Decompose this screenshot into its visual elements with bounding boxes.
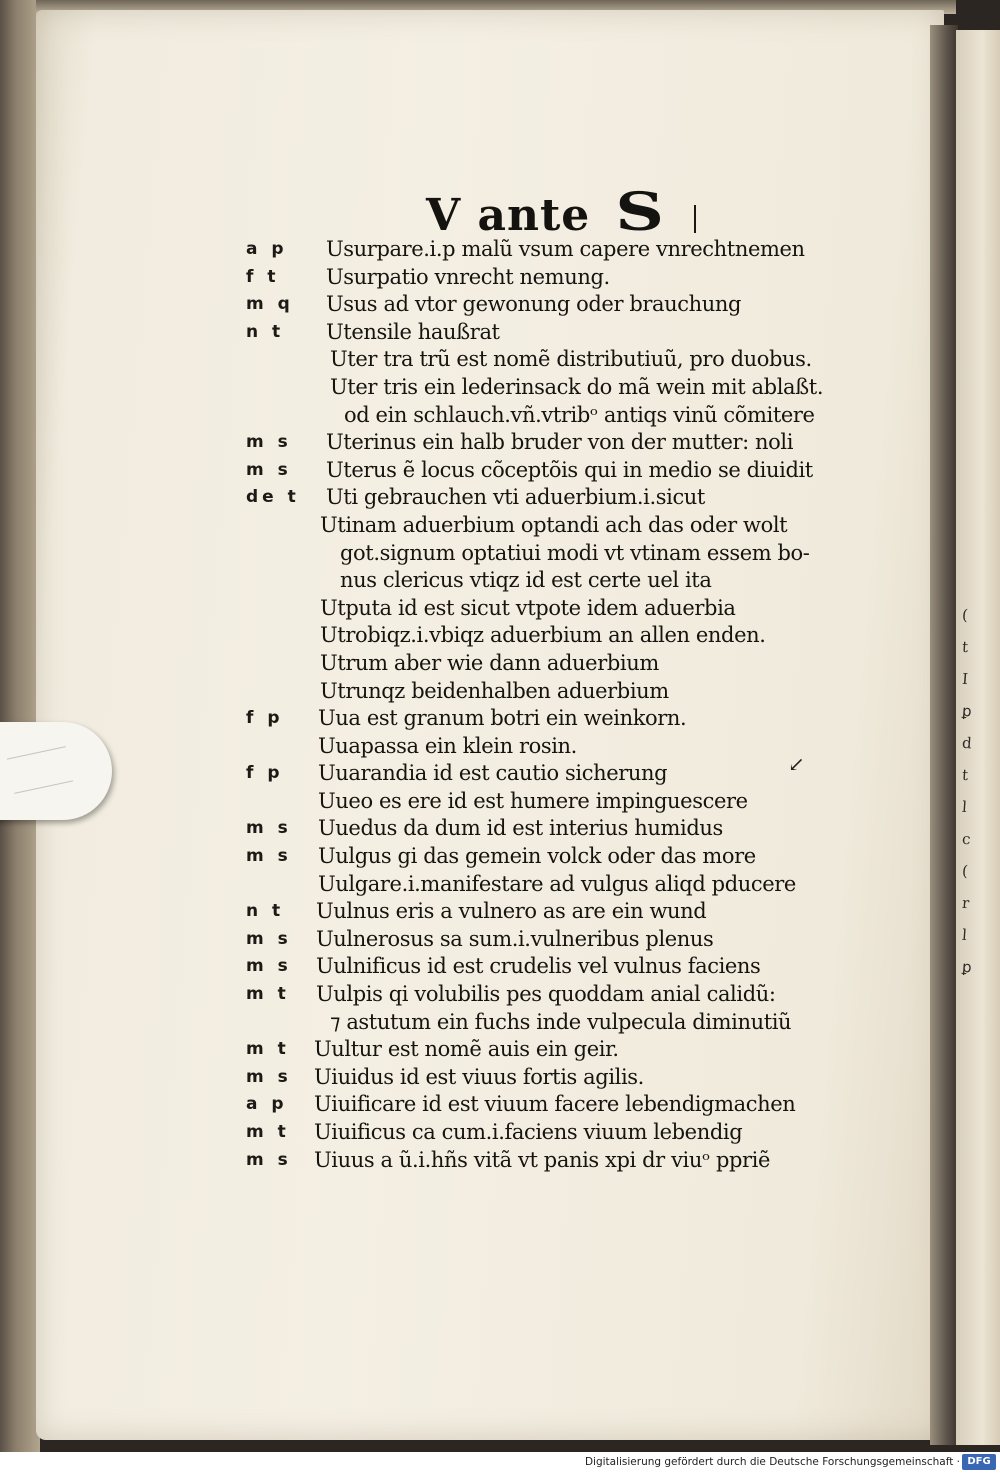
entry-text: Uuarandia id est cautio sicherung xyxy=(318,761,668,786)
entry-grammar-code: m t xyxy=(246,984,290,1005)
entry-row xyxy=(0,981,900,1009)
entry-row xyxy=(0,264,900,292)
entry-grammar-code: m t xyxy=(246,1039,290,1060)
entry-grammar-code: m s xyxy=(246,956,292,977)
entry-text: Usus ad vtor gewonung oder brauchung xyxy=(326,292,742,317)
entry-row xyxy=(0,953,900,981)
heading-letter: V xyxy=(426,190,462,241)
entry-row xyxy=(0,319,900,347)
entry-text: Utrunqz beidenhalben aduerbium xyxy=(320,678,669,703)
entry-text: got.signum optatiui modi vt vtinam essem bo- xyxy=(340,540,810,565)
entry-text: Uultur est nomẽ auis ein geir. xyxy=(314,1037,619,1062)
book-gutter xyxy=(930,25,958,1445)
entry-row xyxy=(0,540,900,568)
entry-row xyxy=(0,457,900,485)
entry-text: Uua est granum botri ein weinkorn. xyxy=(318,706,687,731)
entry-grammar-code: de t xyxy=(246,487,300,508)
facing-page-glyph: ꝑ xyxy=(961,957,973,977)
entry-row xyxy=(0,374,900,402)
entry-row xyxy=(0,760,900,788)
heading-big-letter: S xyxy=(614,182,665,243)
entry-text: Uulnerosus sa sum.i.vulneribus plenus xyxy=(316,926,714,951)
facing-page-glyph: r xyxy=(961,893,970,913)
entry-grammar-code: f p xyxy=(246,708,284,729)
entry-row xyxy=(0,705,900,733)
entry-text: Uiuidus id est viuus fortis agilis. xyxy=(314,1064,644,1089)
heading-rule xyxy=(694,205,696,233)
entry-grammar-code: m s xyxy=(246,459,292,480)
entry-row xyxy=(0,650,900,678)
facing-page-glyph: ( xyxy=(961,861,969,881)
entry-grammar-code: n t xyxy=(246,321,285,342)
entry-row xyxy=(0,595,900,623)
entry-text: Uulnus eris a vulnero as are ein wund xyxy=(316,899,707,924)
entry-grammar-code: f t xyxy=(246,266,280,287)
entry-text: od ein schlauch.vñ.vtribᵒ antiqs vinũ cõmitere xyxy=(344,402,815,427)
entry-row xyxy=(0,567,900,595)
margin-annotation: ↙ xyxy=(788,752,805,776)
entry-row xyxy=(0,926,900,954)
entry-text: Uulgus gi das gemein volck oder das more xyxy=(318,844,756,869)
entry-text: Uulnificus id est crudelis vel vulnus faciens xyxy=(316,954,761,979)
entry-grammar-code: f p xyxy=(246,763,284,784)
entry-text: Uti gebrauchen vti aduerbium.i.sicut xyxy=(326,485,705,510)
entry-row xyxy=(0,898,900,926)
dfg-logo: DFG xyxy=(962,1454,996,1470)
entry-row xyxy=(0,346,900,374)
entry-grammar-code: m s xyxy=(246,432,292,453)
entry-row xyxy=(0,236,900,264)
facing-page-glyph: t xyxy=(961,637,969,657)
entry-text: Uterinus ein halb bruder von der mutter: noli xyxy=(326,430,794,455)
entry-row xyxy=(0,788,900,816)
entry-row xyxy=(0,1119,900,1147)
facing-page-glyph: ꝑ xyxy=(961,701,973,721)
facing-page-glyph: t xyxy=(961,765,969,785)
entry-row xyxy=(0,733,900,761)
entry-row xyxy=(0,1064,900,1092)
entry-grammar-code: a p xyxy=(246,239,288,259)
facing-page-glyph: l xyxy=(961,925,968,945)
entry-row xyxy=(0,843,900,871)
entry-row xyxy=(0,871,900,899)
entry-row xyxy=(0,815,900,843)
entry-grammar-code: m q xyxy=(246,294,294,315)
entry-text: Uter tris ein lederinsack do mã wein mit ablaßt. xyxy=(330,374,824,399)
facing-page-glyph: d xyxy=(961,733,973,753)
entry-text: Uiuificare id est viuum facere lebendigmachen xyxy=(314,1092,796,1117)
entry-text: Uiuificus ca cum.i.faciens viuum lebendig xyxy=(314,1120,743,1144)
entry-text: Uulpis qi volubilis pes quoddam anial calidũ: xyxy=(316,982,776,1007)
entry-row xyxy=(0,402,900,430)
facing-page-glyph: l xyxy=(961,797,968,817)
entry-grammar-code: m s xyxy=(246,1149,292,1170)
entry-grammar-code: m s xyxy=(246,928,292,949)
entry-row xyxy=(0,678,900,706)
entry-row xyxy=(0,622,900,650)
heading-ante: ante xyxy=(477,190,591,241)
entry-grammar-code: m s xyxy=(246,846,292,867)
entry-grammar-code: m s xyxy=(246,1066,292,1087)
entry-row xyxy=(0,1147,900,1175)
entry-row xyxy=(0,1036,900,1064)
entry-row xyxy=(0,429,900,457)
entry-text: Usurpare.i.p malũ vsum capere vnrechtnemen xyxy=(326,237,805,261)
footer-credit: Digitalisierung gefördert durch die Deutsche Forschungsgemeinschaft · xyxy=(584,1456,960,1468)
entry-text: Uuedus da dum id est interius humidus xyxy=(318,816,723,841)
entry-text: Uter tra trũ est nomẽ distributiuũ, pro duobus. xyxy=(330,347,812,372)
entry-row xyxy=(0,1091,900,1119)
entry-text: Utinam aduerbium optandi ach das oder wolt xyxy=(320,512,788,537)
entry-text: Uterus ẽ locus cõceptõis qui in medio se diuidit xyxy=(326,457,813,482)
entry-text: Usurpatio vnrecht nemung. xyxy=(326,264,610,289)
entry-row xyxy=(0,484,900,512)
entry-grammar-code: n t xyxy=(246,901,285,922)
entry-grammar-code: m t xyxy=(246,1122,290,1142)
entry-row xyxy=(0,1009,900,1037)
entry-grammar-code: a p xyxy=(246,1094,288,1115)
entry-text: Utrum aber wie dann aduerbium xyxy=(320,650,659,675)
entry-text: Utrobiqz.i.vbiqz aduerbium an allen enden. xyxy=(320,623,766,648)
page-heading xyxy=(426,182,696,243)
entry-row xyxy=(0,291,900,319)
entry-row xyxy=(0,512,900,540)
facing-page-fragments xyxy=(962,600,998,984)
entry-text: Utensile haußrat xyxy=(326,319,500,344)
entry-text: Uulgare.i.manifestare ad vulgus aliqd pducere xyxy=(318,871,796,896)
entry-text: nus clericus vtiqz id est certe uel ita xyxy=(340,568,712,593)
entry-text: Uiuus a ũ.i.hñs vitã vt panis xpi dr viuᵒ ppriẽ xyxy=(314,1147,771,1172)
facing-page-glyph: c xyxy=(961,829,972,849)
facing-page-glyph: I xyxy=(961,669,969,689)
entry-text: ⁊ astutum ein fuchs inde vulpecula diminutiũ xyxy=(330,1009,792,1034)
dictionary-entries xyxy=(0,236,900,1174)
facing-page-glyph: ( xyxy=(961,605,969,625)
entry-text: Uuapassa ein klein rosin. xyxy=(318,733,577,758)
entry-text: Utputa id est sicut vtpote idem aduerbia xyxy=(320,595,736,620)
entry-grammar-code: m s xyxy=(246,818,292,839)
entry-text: Uueo es ere id est humere impinguescere xyxy=(318,788,748,813)
